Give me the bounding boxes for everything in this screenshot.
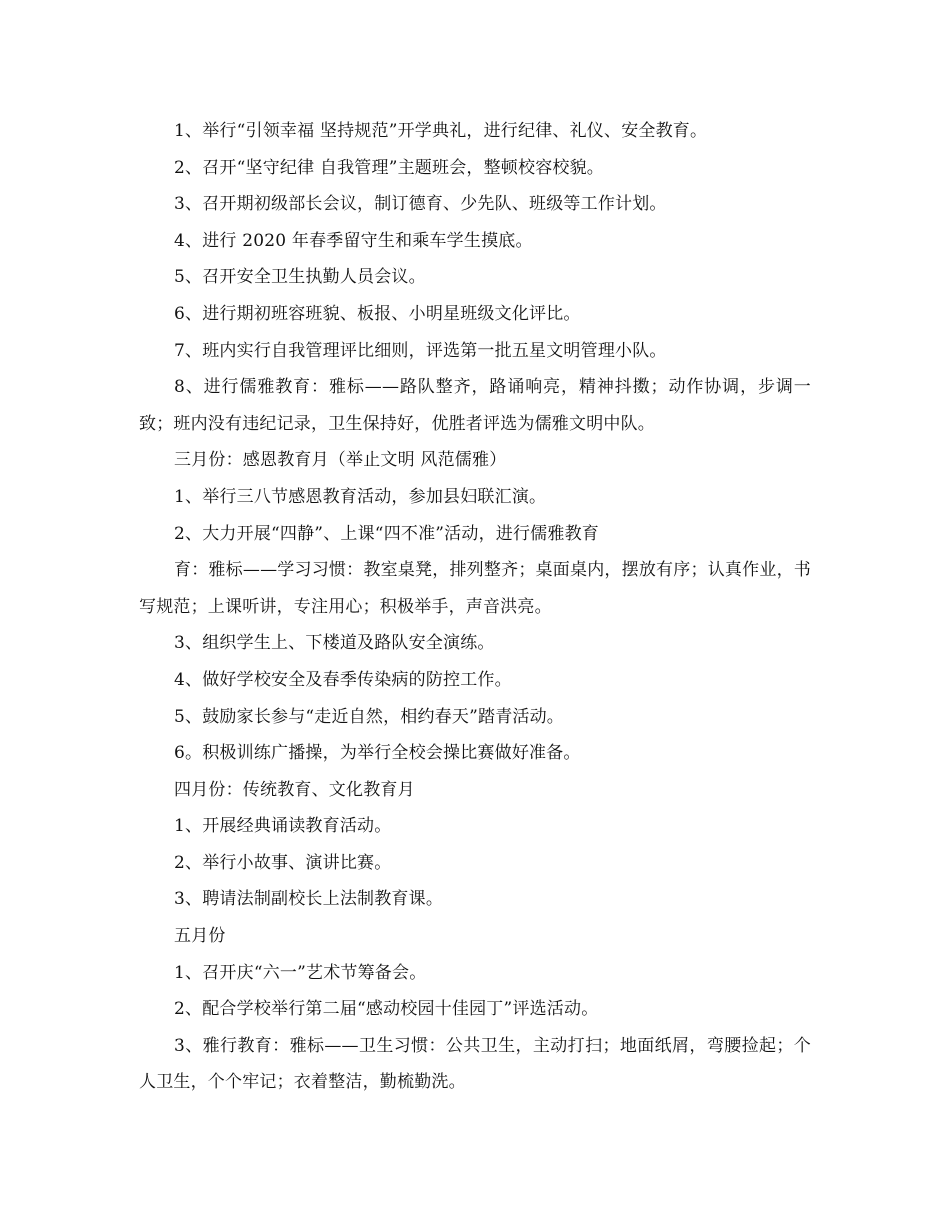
paragraph: 2、召开“坚守纪律 自我管理”主题班会，整顿校容校貌。	[174, 157, 605, 178]
paragraph: 1、开展经典诵读教育活动。	[174, 816, 392, 837]
paragraph: 5、鼓励家长参与“走近自然，相约春天”踏青活动。	[174, 706, 564, 727]
paragraph: 8、进行儒雅教育：雅标——路队整齐，路诵响亮，精神抖擞；动作协调，步调一致；班内没有违纪记录，卫生保持好，优胜者评选为儒雅文明中队。	[139, 377, 811, 434]
section-heading-march: 三月份：感恩教育月（举止文明 风范儒雅）	[174, 450, 507, 471]
section-heading-may: 五月份	[174, 926, 226, 947]
paragraph: 3、召开期初级部长会议，制订德育、少先队、班级等工作计划。	[174, 194, 667, 215]
paragraph: 6、进行期初班容班貌、板报、小明星班级文化评比。	[174, 303, 581, 324]
paragraph: 4、做好学校安全及春季传染病的防控工作。	[174, 669, 512, 690]
paragraph: 4、进行 2020 年春季留守生和乘车学生摸底。	[174, 230, 533, 251]
paragraph: 3、组织学生上、下楼道及路队安全演练。	[174, 633, 495, 654]
paragraph: 2、举行小故事、演讲比赛。	[174, 852, 392, 873]
paragraph: 3、聘请法制副校长上法制教育课。	[174, 889, 444, 910]
section-heading-april: 四月份：传统教育、文化教育月	[174, 779, 415, 800]
paragraph: 1、举行三八节感恩教育活动，参加县妇联汇演。	[174, 486, 547, 507]
paragraph: 1、召开庆“六一”艺术节筹备会。	[174, 962, 427, 983]
paragraph: 5、召开安全卫生执勤人员会议。	[174, 267, 426, 288]
paragraph: 3、雅行教育：雅标——卫生习惯：公共卫生，主动打扫；地面纸屑，弯腰捡起；个人卫生，个个牢记；衣着整洁，勤梳勤洗。	[139, 1035, 811, 1093]
paragraph: 6。积极训练广播操，为举行全校会操比赛做好准备。	[174, 743, 581, 764]
paragraph: 2、配合学校举行第二届“感动校园十佳园丁”评选活动。	[174, 999, 599, 1020]
document-body	[139, 113, 811, 1101]
paragraph: 育：雅标——学习习惯：教室桌凳，排列整齐；桌面桌内，摆放有序；认真作业，书写规范；上课听讲，专注用心；积极举手，声音洪亮。	[139, 560, 811, 617]
paragraph: 7、班内实行自我管理评比细则，评选第一批五星文明管理小队。	[174, 340, 667, 361]
paragraph: 2、大力开展“四静”、上课“四不准”活动，进行儒雅教育	[174, 523, 599, 544]
paragraph: 1、举行“引领幸福 坚持规范”开学典礼，进行纪律、礼仪、安全教育。	[174, 121, 708, 141]
